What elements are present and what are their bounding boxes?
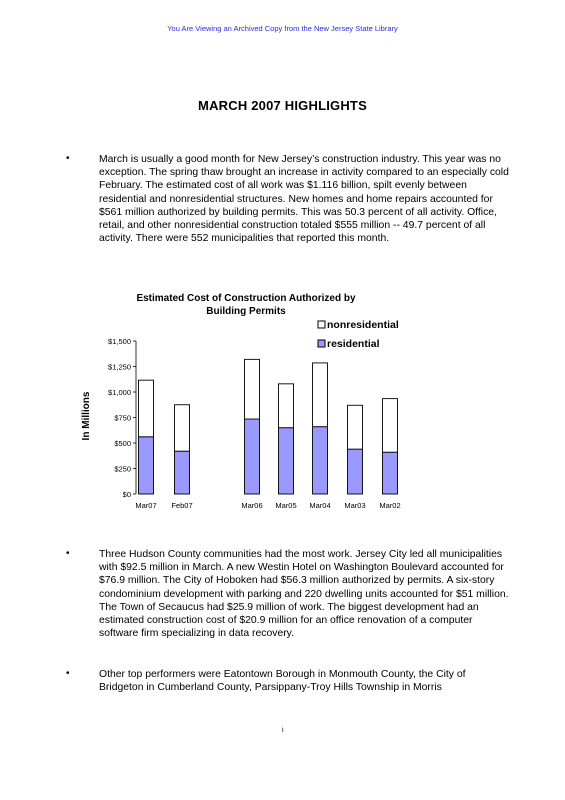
bar-nonresidential-Mar02 [383,399,398,453]
bar-residential-Mar03 [348,449,363,494]
legend-label-residential: residential [327,338,380,350]
x-axis-labels [135,501,400,510]
page-number: i [282,727,284,734]
bullet-marker: • [66,548,70,559]
x-tick-label: Mar03 [344,501,366,510]
bullet-marker: • [66,153,70,164]
bar-nonresidential-Mar05 [279,384,294,428]
bar-nonresidential-Mar04 [313,363,328,427]
bar-nonresidential-Feb07 [175,405,190,451]
legend-swatch-nonresidential [318,321,325,328]
x-tick-label: Mar05 [275,501,297,510]
bar-nonresidential-Mar03 [348,405,363,449]
legend-label-nonresidential: nonresidential [327,319,399,331]
y-tick-label: $500 [114,439,131,448]
bar-residential-Mar04 [313,427,328,494]
bar-residential-Feb07 [175,451,190,494]
x-tick-label: Mar02 [379,501,401,510]
y-tick-label: $0 [122,490,131,499]
y-tick-label: $1,000 [108,388,131,397]
paragraph-hudson-county: Three Hudson County communities had the most work. Jersey City led all municipalities with $92.5 million in March. A new Westin Hotel on Washington Boulevard accounted for $76.9 million. The City of Hoboken had $56.3 million authorized by permits. A six-story condominium development with parking and 220 dwelling units accounted for $51 million. The Town of Secaucus had $25.9 million of work. The biggest development had an estimated construction cost of $20.9 million for an office renovation of a computer software firm specializing in data recovery. [99,549,509,640]
paragraph-other-performers: Other top performers were Eatontown Borough in Monmouth County, the City of Bridgeton in Cumberland County, Parsippany-Troy Hills Township in Morris [99,669,466,694]
y-axis-label: In Millions [81,391,92,441]
y-axis [108,337,136,499]
page-title: MARCH 2007 HIGHLIGHTS [198,98,367,113]
legend-swatch-residential [318,340,325,347]
bar-nonresidential-Mar07 [139,380,154,437]
paragraph-march-overview: March is usually a good month for New Jersey’s construction industry. This year was no exception. The spring thaw brought an increase in activity compared to an especially cold February. The estimated cost of all work was $1.116 billion, spilt evenly between residential and nonresidential structures. New homes and home repairs accounted for $561 million authorized by building permits. This was 50.3 percent of all activity. Office, retail, and other nonresidential construction totaled $555 million -- 49.7 percent of all activity. There were 552 municipalities that reported this month. [99,154,509,245]
chart-title-line1: Estimated Cost of Construction Authorized by [136,293,356,304]
x-tick-label: Mar07 [135,501,157,510]
chart-title-line2: Building Permits [206,306,286,317]
construction-cost-chart [78,286,418,526]
x-tick-label: Mar04 [309,501,331,510]
x-tick-label: Feb07 [171,501,193,510]
y-tick-label: $750 [114,413,131,423]
bars-group [139,359,398,494]
archive-banner: You Are Viewing an Archived Copy from the New Jersey State Library [167,24,398,33]
chart-legend [318,319,399,350]
bar-nonresidential-Mar06 [245,359,260,419]
bullet-marker: • [66,668,70,679]
bar-residential-Mar07 [139,437,154,494]
y-tick-label: $1,250 [108,362,131,372]
bar-residential-Mar06 [245,419,260,494]
bar-residential-Mar05 [279,428,294,494]
bar-residential-Mar02 [383,452,398,494]
y-tick-label: $1,500 [108,337,131,346]
y-tick-label: $250 [114,464,131,474]
x-tick-label: Mar06 [241,501,263,510]
